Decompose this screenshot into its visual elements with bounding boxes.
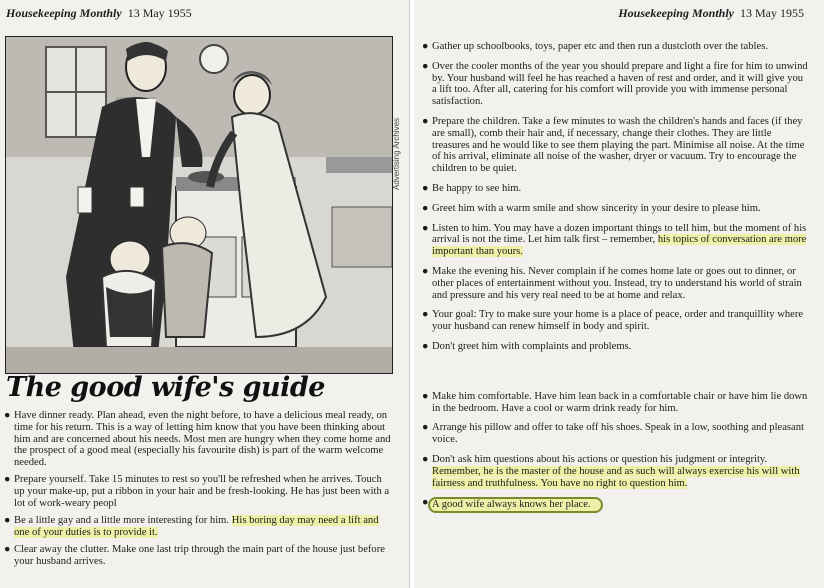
item-text: Prepare yourself. Take 15 minutes to rest so you'll be refreshed when he arrives. Touch up your make-up, put a ribbon in your hair and be fresh-looking. He has just been with a lot of work-weary peopl — [14, 474, 390, 510]
bullet-icon: ● — [4, 544, 11, 556]
item-text: Prepare the children. Take a few minutes to wash the children's hands and faces (if they are small), comb their hair and, if necessary, change their clothes. They are little treasures and he would like to see them playing the part. Minimise all noise. At the time of his arrival, eliminate all noise of the washer, dryer or vacuum. Try to encourage the children to be quiet. — [432, 115, 805, 175]
bullet-icon: ● — [422, 60, 429, 72]
list-item — [422, 309, 810, 333]
article-headline: The good wife's guide — [6, 372, 325, 403]
list-item — [4, 410, 392, 469]
list-item — [422, 203, 810, 215]
bullet-icon: ● — [422, 422, 429, 434]
bullet-icon: ● — [422, 182, 429, 194]
list-item — [422, 497, 810, 513]
item-text: Your goal: Try to make sure your home is a place of peace, order and tranquillity where your husband can renew himself in body and spirit. — [432, 309, 804, 333]
masthead-left — [6, 6, 192, 21]
list-item — [422, 116, 810, 175]
kitchen-scene-image — [6, 37, 392, 373]
item-text: Gather up schoolbooks, toys, paper etc and then run a dustcloth over the tables. — [432, 41, 768, 52]
bullet-icon: ● — [422, 390, 429, 402]
left-page — [0, 0, 410, 588]
bullet-icon: ● — [422, 309, 429, 321]
left-guide-list — [4, 410, 392, 574]
publication-name: Housekeeping Monthly — [6, 6, 122, 20]
item-text: Be a little gay and a little more interesting for him. — [14, 515, 230, 527]
list-item — [422, 183, 810, 195]
image-credit: Advertising Archives — [392, 117, 401, 190]
bullet-icon: ● — [422, 41, 429, 52]
list-item — [4, 544, 392, 568]
list-item — [422, 61, 810, 108]
item-text: Greet him with a warm smile and show sincerity in your desire to please him. — [432, 202, 761, 214]
highlighted-text: Remember, he is the master of the house and as such will always exercise his will with fairness and truthfulness. You have no right to question him. — [432, 465, 800, 489]
item-text: Don't greet him with complaints and problems. — [432, 340, 632, 352]
publication-name: Housekeeping Monthly — [618, 6, 734, 20]
highlighted-text: his topics of conversation are more important than yours. — [432, 234, 807, 258]
list-item — [422, 341, 810, 353]
bullet-icon: ● — [422, 265, 429, 277]
circled-final-line: A good wife always knows her place. — [428, 497, 603, 513]
masthead-right — [618, 6, 804, 21]
publication-date: 13 May 1955 — [740, 6, 804, 20]
item-text: Clear away the clutter. Make one last trip through the main part of the house just before your husband arrives. — [14, 544, 385, 568]
item-text: Be happy to see him. — [432, 182, 522, 194]
bullet-icon: ● — [422, 222, 429, 234]
list-item — [422, 41, 810, 53]
list-item — [422, 454, 810, 489]
publication-date: 13 May 1955 — [127, 6, 192, 20]
list-item — [4, 515, 392, 539]
family-illustration — [5, 36, 393, 374]
item-text: Over the cooler months of the year you should prepare and light a fire for him to unwind by. Your husband will feel he has reached a haven of rest and order, and it will give you a lift too. After all, catering for his comfort will provide you with immense personal satisfaction. — [432, 60, 808, 108]
item-text: Don't ask him questions about his actions or question his judgment or integrity. — [432, 453, 768, 465]
item-text: Make the evening his. Never complain if he comes home late or goes out to dinner, or other places of entertainment without you. Instead, try to understand his world of strain and pressure and his very real need to be at home and relax. — [432, 265, 802, 301]
list-item — [4, 474, 392, 509]
list-item — [422, 391, 810, 415]
bullet-icon: ● — [422, 340, 429, 352]
item-text: Listen to him. You may have a dozen important things to tell him, but the moment of his arrival is not the time. Let him talk first – remember, — [432, 222, 807, 246]
bullet-icon: ● — [422, 497, 429, 509]
bullet-icon: ● — [4, 410, 11, 421]
bullet-icon: ● — [4, 515, 11, 527]
item-text: Arrange his pillow and offer to take off his shoes. Speak in a low, soothing and pleasant voice. — [432, 422, 804, 446]
list-item — [422, 422, 810, 446]
item-text: Have dinner ready. Plan ahead, even the night before, to have a delicious meal ready, on time for his return. This is a way of letting him know that you have been thinking about him and are concerned about his needs. Most men are hungry when they come home and the prospect of a good meal (especially his favourite dish) is part of the warm welcome needed. — [14, 410, 391, 469]
bullet-icon: ● — [422, 202, 429, 214]
bullet-icon: ● — [422, 115, 429, 127]
list-item — [422, 223, 810, 258]
list-item — [422, 266, 810, 301]
item-text: Make him comfortable. Have him lean back in a comfortable chair or have him lie down in the bedroom. Have a cool or warm drink ready for him. — [432, 390, 808, 414]
right-guide-list — [422, 41, 810, 521]
bullet-icon: ● — [422, 453, 429, 465]
bullet-icon: ● — [4, 474, 11, 486]
highlighted-text: His boring day may need a lift and one of your duties is to provide it. — [14, 515, 379, 539]
right-page — [414, 0, 824, 588]
